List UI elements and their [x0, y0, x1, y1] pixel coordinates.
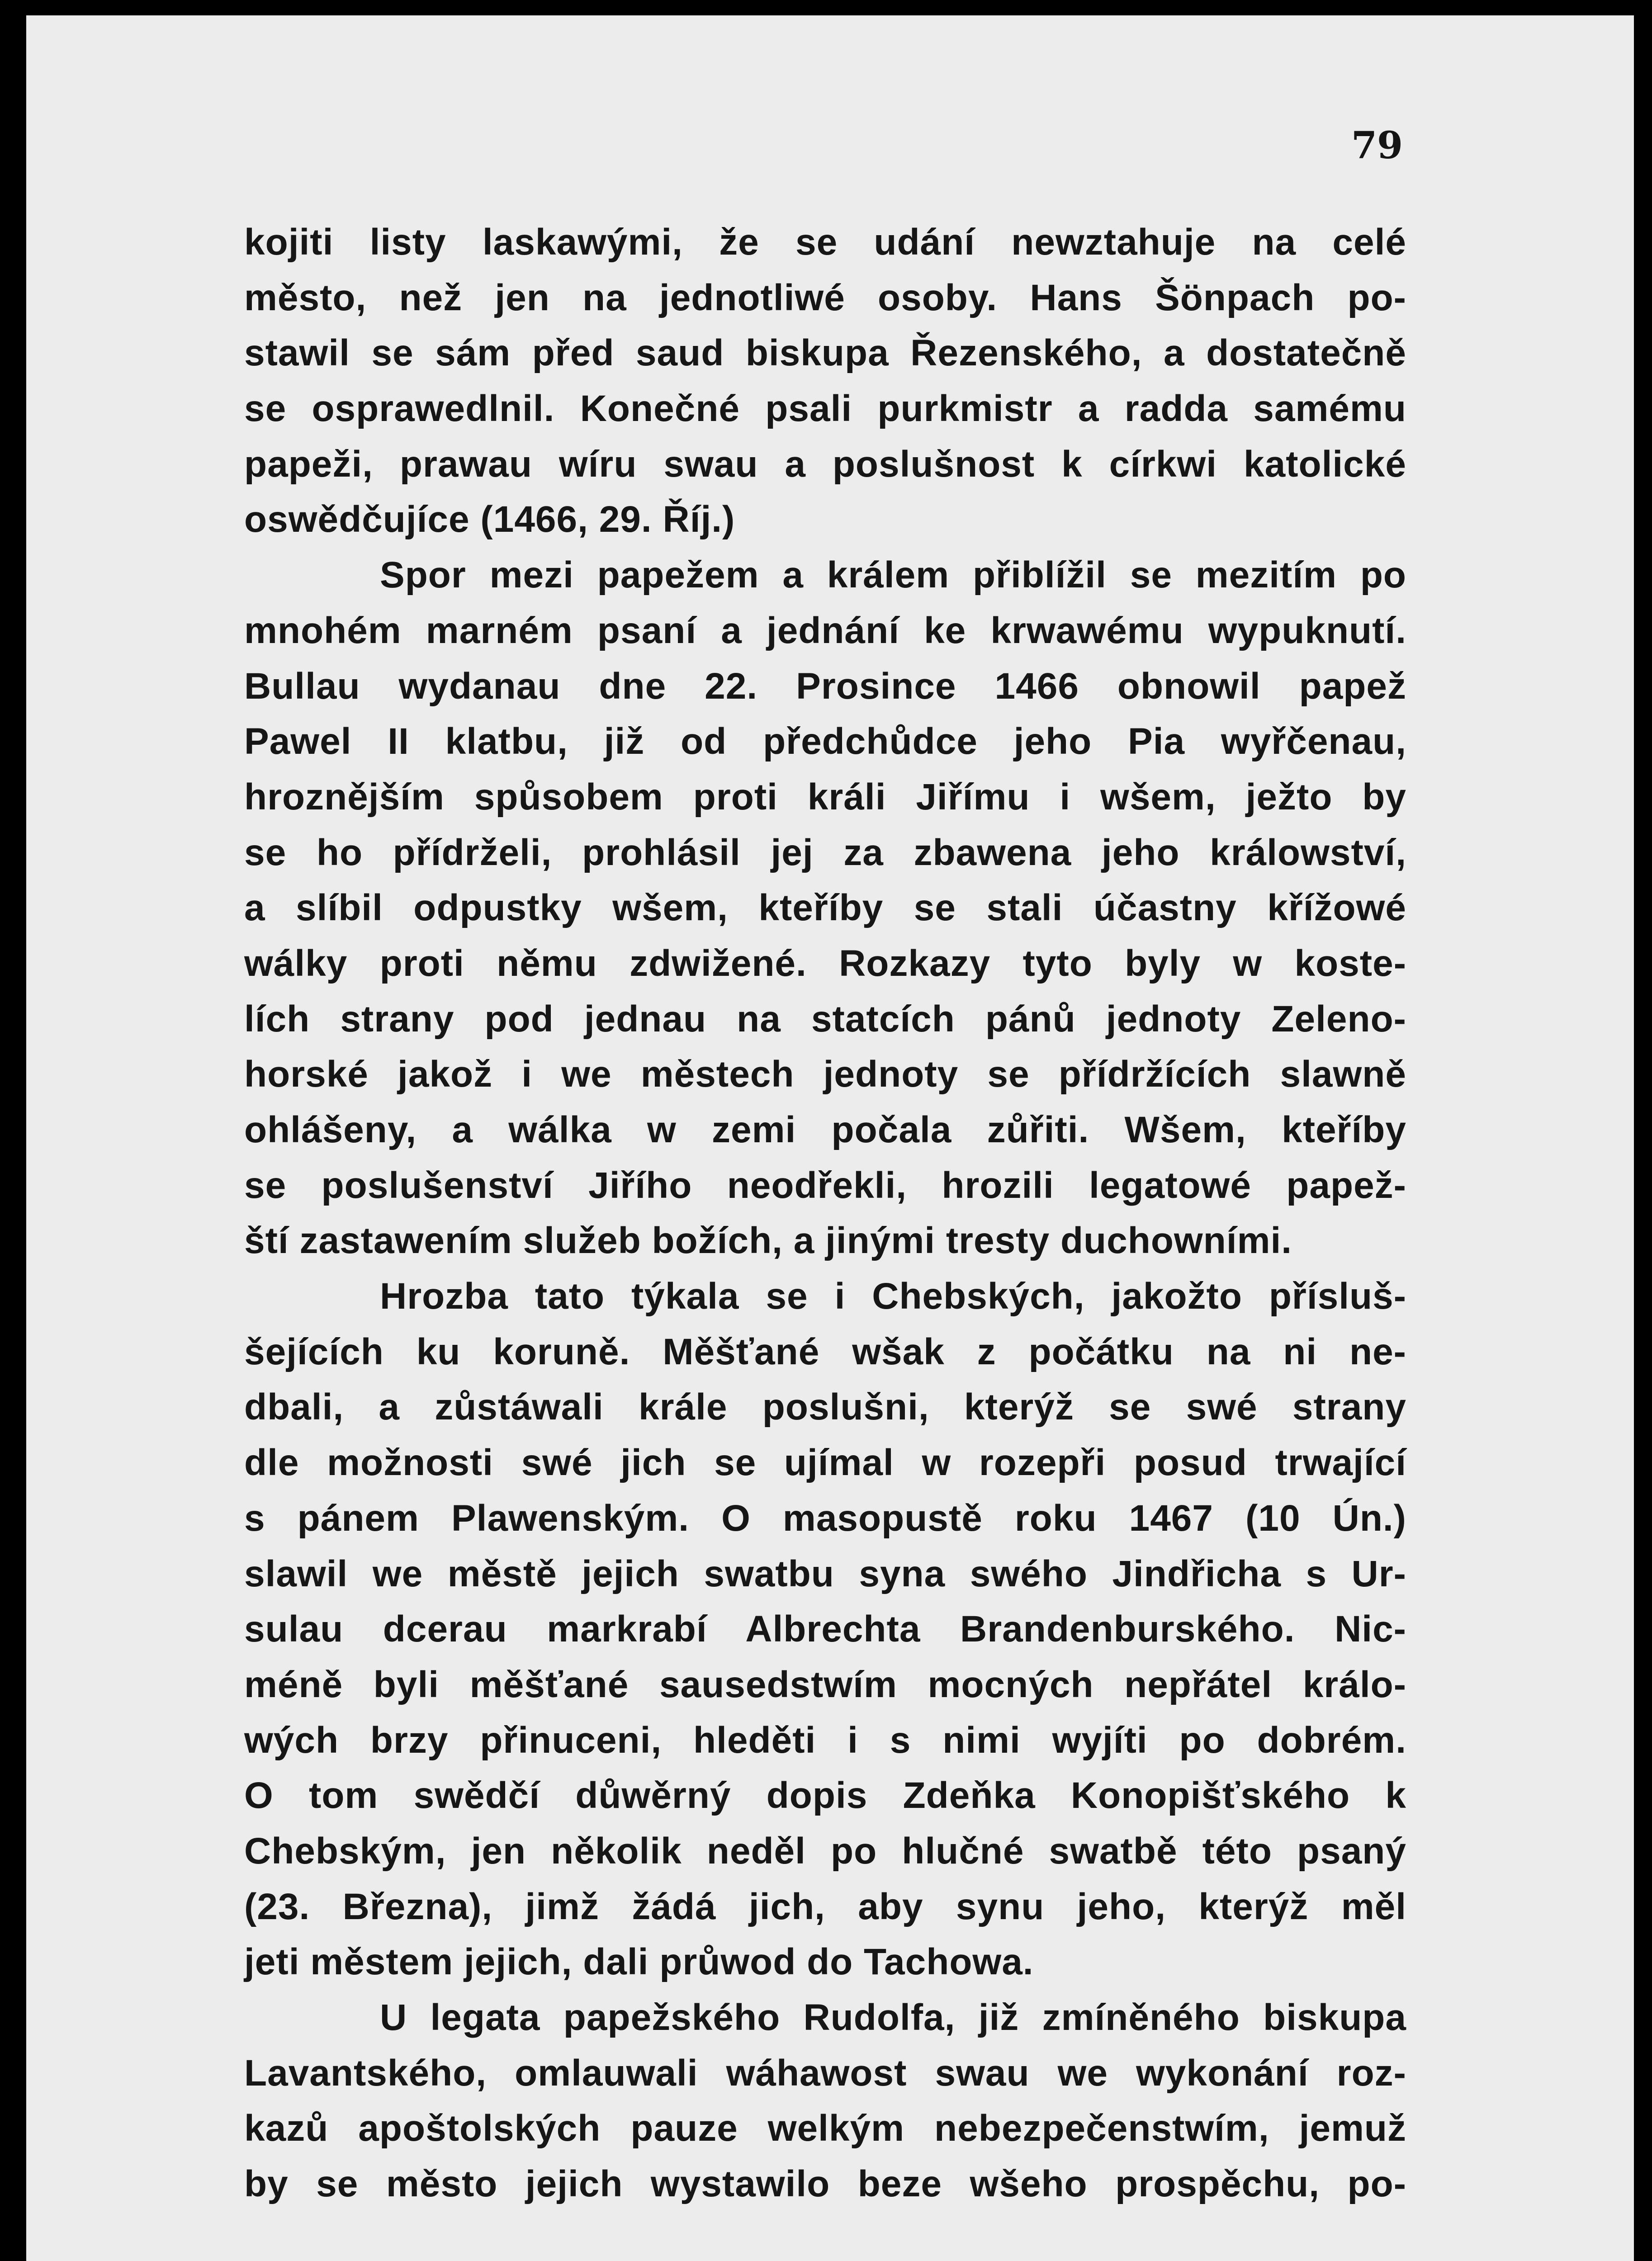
text-line: hroznějším spůsobem proti králi Jiřímu i wšem, ježto by [244, 776, 1406, 818]
text-line: méně byli měšťané sausedstwím mocných nepřátel králo- [244, 1664, 1406, 1705]
text-line: mnohém marném psaní a jednání ke krwawému wypuknutí. [244, 610, 1406, 651]
text-line: papeži, prawau wíru swau a poslušnost k církwi katolické [244, 443, 1406, 485]
text-line: stawil se sám před saud biskupa Řezenského, a dostatečně [244, 332, 1406, 374]
text-line: se ho přídrželi, prohlásil jej za zbawena jeho králowství, [244, 832, 1406, 873]
text-line: dbali, a zůstáwali krále poslušni, kterýž se swé strany [244, 1386, 1406, 1428]
page-number: 79 [1351, 124, 1403, 167]
text-line: kazů apoštolských pauze welkým nebezpečenstwím, jemuž [244, 2108, 1406, 2149]
text-line: se poslušenství Jiřího neodřekli, hrozili legatowé papež- [244, 1164, 1406, 1206]
text-line: ští zastawením služeb božích, a jinými tresty duchowními. [244, 1220, 1292, 1262]
text-line: kojiti listy laskawými, že se udání newztahuje na celé [244, 222, 1406, 263]
text-line: dle možnosti swé jich se ujímal w rozepři posud trwající [244, 1442, 1406, 1484]
text-line: Pawel II klatbu, již od předchůdce jeho Pia wyřčenau, [244, 721, 1406, 762]
body-text [244, 215, 1406, 2212]
text-line: by se město jejich wystawilo beze wšeho prospěchu, po- [244, 2163, 1406, 2205]
text-line: lích strany pod jednau na statcích pánů jednoty Zeleno- [244, 998, 1406, 1040]
text-line: wých brzy přinuceni, hleděti i s nimi wyjíti po dobrém. [244, 1719, 1406, 1761]
text-line: Lavantského, omlauwali wáhawost swau we wykonání roz- [244, 2052, 1406, 2094]
text-line: (23. Března), jimž žádá jich, aby synu jeho, kterýž měl [244, 1886, 1406, 1927]
text-line: wálky proti němu zdwižené. Rozkazy tyto byly w koste- [244, 942, 1406, 984]
text-line: O tom swědčí důwěrný dopis Zdeňka Konopišťského k [244, 1775, 1406, 1816]
text-line: šejících ku koruně. Měšťané wšak z počátku na ni ne- [244, 1331, 1406, 1372]
text-line: U legata papežského Rudolfa, již zmíněného biskupa [380, 1997, 1406, 2038]
text-line: jeti městem jejich, dali průwod do Tachowa. [244, 1941, 1034, 1983]
text-line: se osprawedlnil. Konečné psali purkmistr a radda samému [244, 388, 1406, 430]
text-line: sulau dcerau markrabí Albrechta Brandenburského. Nic- [244, 1608, 1406, 1650]
text-line: Chebským, jen několik neděl po hlučné swatbě této psaný [244, 1830, 1406, 1872]
text-line: město, než jen na jednotliwé osoby. Hans Šönpach po- [244, 277, 1406, 318]
text-line: a slíbil odpustky wšem, kteříby se stali účastny křížowé [244, 887, 1406, 929]
text-line: horské jakož i we městech jednoty se přídržících slawně [244, 1054, 1406, 1095]
text-line: Spor mezi papežem a králem přiblížil se mezitím po [380, 554, 1406, 596]
book-page [26, 15, 1634, 2261]
text-line: Hrozba tato týkala se i Chebských, jakožto přísluš- [380, 1276, 1406, 1317]
text-line: ohlášeny, a wálka w zemi počala zůřiti. Wšem, kteříby [244, 1109, 1406, 1150]
text-line: Bullau wydanau dne 22. Prosince 1466 obnowil papež [244, 665, 1406, 707]
text-line: oswědčujíce (1466, 29. Říj.) [244, 499, 735, 540]
text-line: slawil we městě jejich swatbu syna swého Jindřicha s Ur- [244, 1553, 1406, 1594]
text-line: s pánem Plawenským. O masopustě roku 1467 (10 Ún.) [244, 1497, 1406, 1539]
